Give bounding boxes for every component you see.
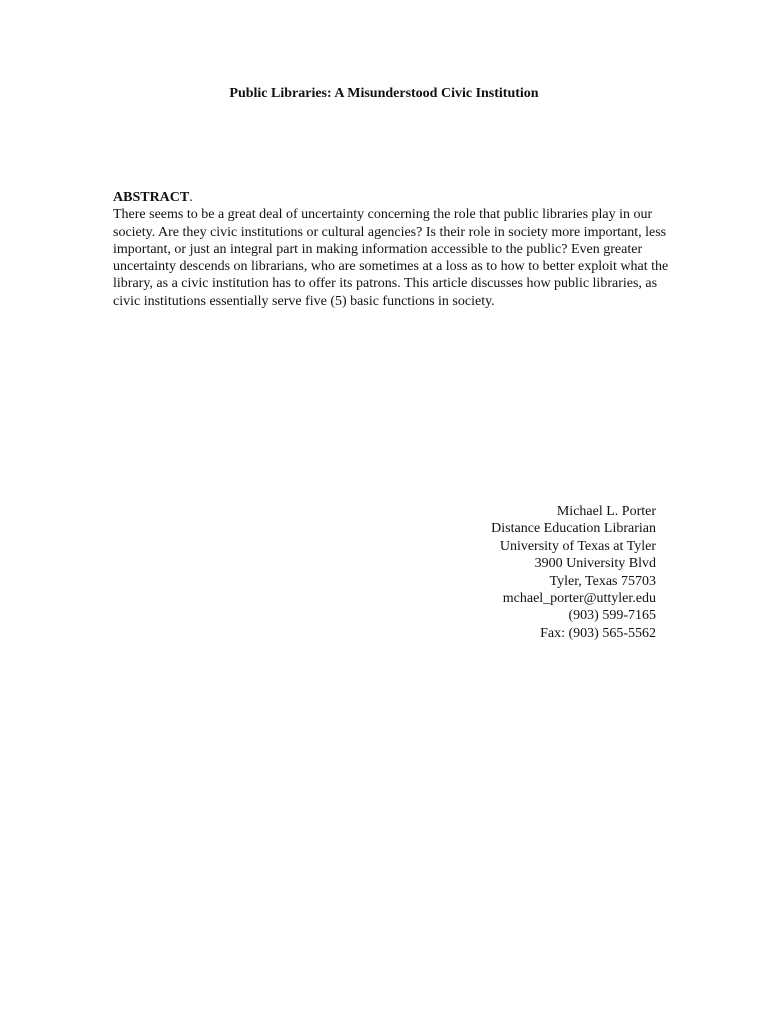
author-street-address: 3900 University Blvd bbox=[534, 556, 656, 572]
author-position: Distance Education Librarian bbox=[491, 521, 656, 537]
abstract-heading-period: . bbox=[189, 190, 193, 205]
document-title: Public Libraries: A Misunderstood Civic Institution bbox=[229, 86, 539, 101]
author-name: Michael L. Porter bbox=[556, 504, 656, 519]
author-email: mchael_porter@uttyler.edu bbox=[502, 591, 656, 607]
abstract-heading-line bbox=[113, 189, 673, 206]
author-fax: Fax: (903) 565-5562 bbox=[540, 625, 656, 641]
abstract-heading: ABSTRACT bbox=[113, 190, 190, 205]
author-contact-block bbox=[491, 503, 656, 642]
author-phone: (903) 599-7165 bbox=[568, 608, 656, 624]
author-city: Tyler, Texas 75703 bbox=[549, 573, 656, 589]
abstract-section bbox=[113, 189, 673, 310]
author-institution: University of Texas at Tyler bbox=[499, 538, 656, 554]
abstract-text: There seems to be a great deal of uncertainty concerning the role that public libraries play in our society. Are they civic institutions or cultural agencies? Is their role in society more important, less important, or just an integral part in making information accessible to the public? Even greater uncertainty descends on librarians, who are sometimes at a loss as to how to better exploit what the library, as a civic institution has to offer its patrons. This article discusses how public libraries, as civic institutions essentially serve five (5) basic functions in society. bbox=[113, 207, 669, 309]
